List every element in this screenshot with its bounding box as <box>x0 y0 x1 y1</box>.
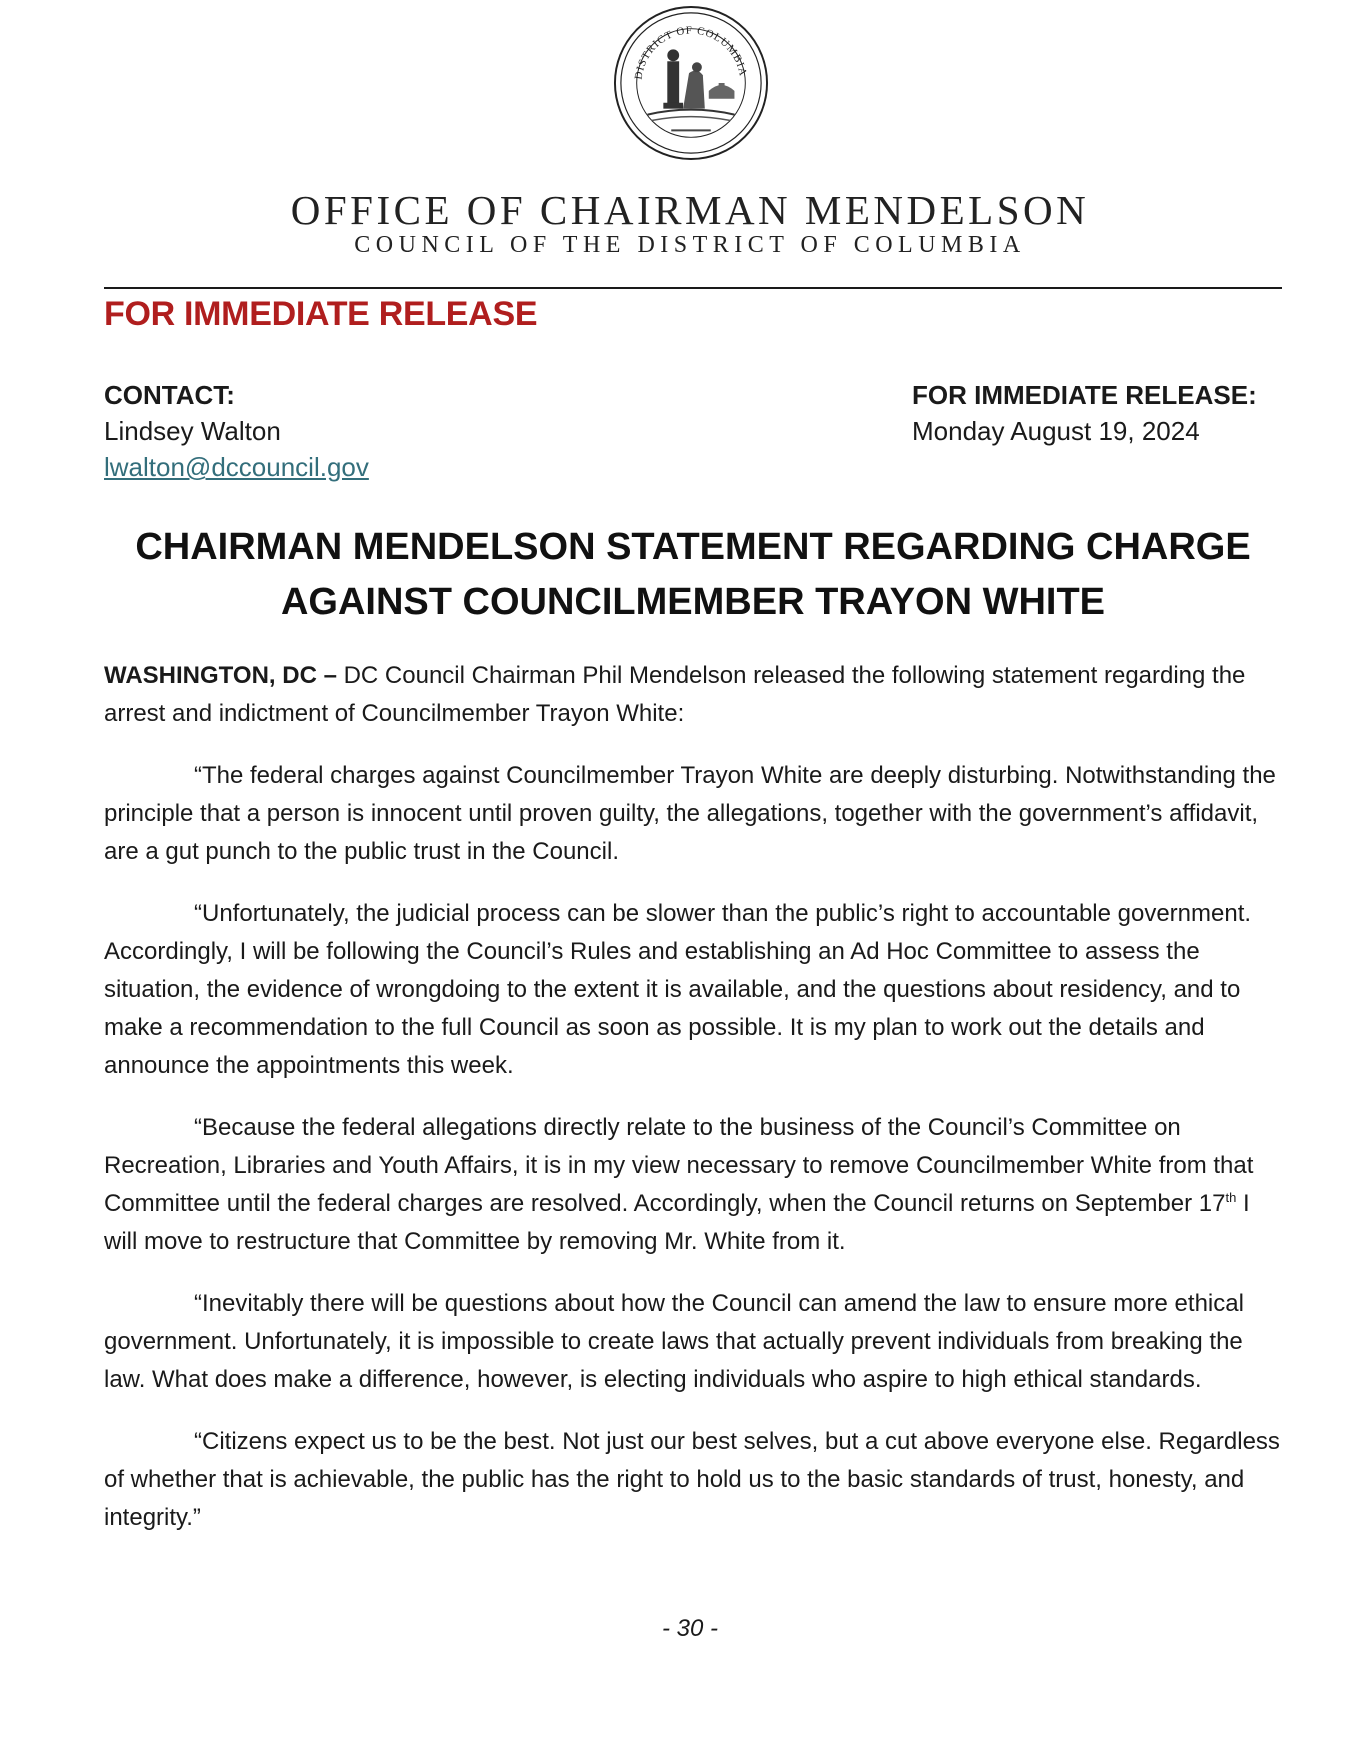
release-block <box>912 377 1257 449</box>
statement-paragraph-5: “Citizens expect us to be the best. Not just our best selves, but a cut above everyone else. Regardless of whether that is achievable, the public has the right to hold us to the basic standards of trust, honesty, and integrity.” <box>104 1428 1280 1531</box>
contact-name: Lindsey Walton <box>104 416 281 446</box>
headline <box>104 520 1282 630</box>
office-title: OFFICE OF CHAIRMAN MENDELSON <box>290 187 1090 233</box>
district-seal-logo <box>612 4 770 162</box>
office-subtitle: COUNCIL OF THE DISTRICT OF COLUMBIA <box>354 232 1026 258</box>
paragraph-3-text-a: “Because the federal allegations directly relate to the business of the Council’s Committee on Recreation, Libraries and Youth Affairs, it is in my view necessary to remove Councilmember White from that Committee until the federal charges are resolved. Accordingly, when the Council returns on September 17 <box>104 1114 1254 1217</box>
intro-text: DC Council Chairman Phil Mendelson released the following statement regarding the arrest and indictment of Councilmember Trayon White: <box>104 662 1246 727</box>
release-date: Monday August 19, 2024 <box>912 416 1200 446</box>
statement-paragraph-1: “The federal charges against Councilmember Trayon White are deeply disturbing. Notwithstanding the principle that a person is innocent until proven guilty, the allegations, together with the government’s affidavit, are a gut punch to the public trust in the Council. <box>104 762 1276 865</box>
end-mark: - 30 - <box>661 1615 718 1642</box>
release-label: FOR IMMEDIATE RELEASE: <box>912 380 1257 410</box>
headline-line-2: AGAINST COUNCILMEMBER TRAYON WHITE <box>280 581 1106 623</box>
headline-line-1: CHAIRMAN MENDELSON STATEMENT REGARDING CHARGE <box>135 526 1251 568</box>
paragraph-3-text-b: I will move to restructure that Committee by removing Mr. White from it. <box>104 1190 1250 1255</box>
statement-paragraph-3 <box>104 1109 1284 1261</box>
statement-body <box>104 657 1284 1561</box>
contact-label: CONTACT: <box>104 380 235 410</box>
svg-text:DISTRICT OF COLUMBIA: DISTRICT OF COLUMBIA <box>632 24 750 81</box>
seal-icon <box>612 4 770 162</box>
header-divider <box>104 287 1282 289</box>
intro-paragraph <box>104 657 1284 733</box>
ordinal-suffix: th <box>1225 1190 1237 1205</box>
contact-email-link[interactable]: lwalton@dccouncil.gov <box>104 452 369 482</box>
statement-paragraph-4: “Inevitably there will be questions about how the Council can amend the law to ensure more ethical government. Unfortunately, it is impossible to create laws that actually prevent individuals from breaking the law. What does make a difference, however, is electing individuals who aspire to high ethical standards. <box>104 1290 1244 1393</box>
contact-block <box>104 377 369 485</box>
statement-paragraph-2: “Unfortunately, the judicial process can be slower than the public’s right to accountable government. Accordingly, I will be following the Council’s Rules and establishing an Ad Hoc Committee to assess the situation, the evidence of wrongdoing to the extent it is available, and the questions about residency, and to make a recommendation to the full Council as soon as possible. It is my plan to work out the details and announce the appointments this week. <box>104 900 1252 1079</box>
release-banner: FOR IMMEDIATE RELEASE <box>104 295 538 333</box>
dateline: WASHINGTON, DC – <box>104 662 337 689</box>
